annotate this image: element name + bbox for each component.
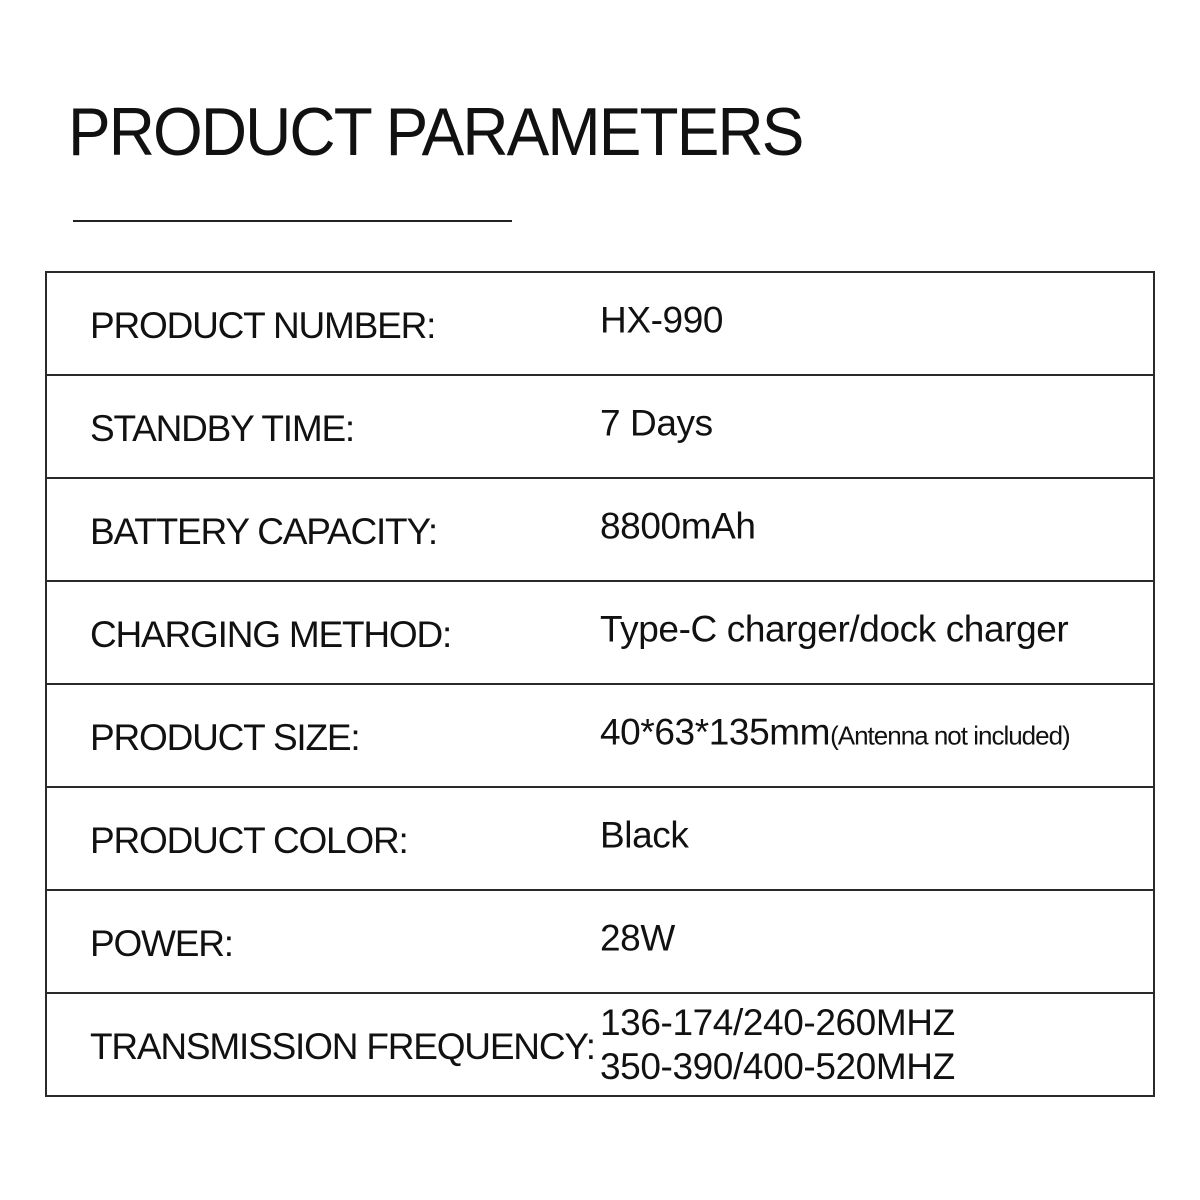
param-row-transmission-frequency — [47, 994, 1153, 1095]
param-label: PRODUCT COLOR: — [90, 819, 408, 861]
param-row-product-color — [47, 788, 1153, 891]
param-value-frequency — [600, 1001, 955, 1089]
page-title: PRODUCT PARAMETERS — [68, 94, 803, 170]
param-row-charging-method — [47, 582, 1153, 685]
size-note: (Antenna not included) — [830, 720, 1070, 751]
param-label: CHARGING METHOD: — [90, 613, 452, 655]
param-label: PRODUCT NUMBER: — [90, 304, 436, 346]
size-dimensions: 40*63*135mm — [600, 711, 831, 753]
param-row-product-size — [47, 685, 1153, 788]
param-row-battery-capacity — [47, 479, 1153, 582]
param-label: BATTERY CAPACITY: — [90, 510, 437, 552]
frequency-line: 136-174/240-260MHZ — [600, 1001, 955, 1043]
param-value: 8800mAh — [600, 505, 756, 547]
param-label: PRODUCT SIZE: — [90, 716, 360, 758]
param-value: Black — [600, 814, 689, 856]
param-value: 28W — [600, 917, 675, 959]
title-underline — [73, 220, 512, 222]
parameters-table — [45, 271, 1155, 1097]
param-label: TRANSMISSION FREQUENCY: — [90, 1025, 595, 1067]
param-value: Type-C charger/dock charger — [600, 608, 1069, 650]
param-row-standby-time — [47, 376, 1153, 479]
param-row-power — [47, 891, 1153, 994]
frequency-line: 350-390/400-520MHZ — [600, 1045, 955, 1087]
param-label: STANDBY TIME: — [90, 407, 355, 449]
param-value-size — [600, 711, 1070, 753]
param-row-product-number — [47, 273, 1153, 376]
param-value: HX-990 — [600, 299, 724, 341]
param-label: POWER: — [90, 922, 233, 964]
param-value: 7 Days — [600, 402, 713, 444]
